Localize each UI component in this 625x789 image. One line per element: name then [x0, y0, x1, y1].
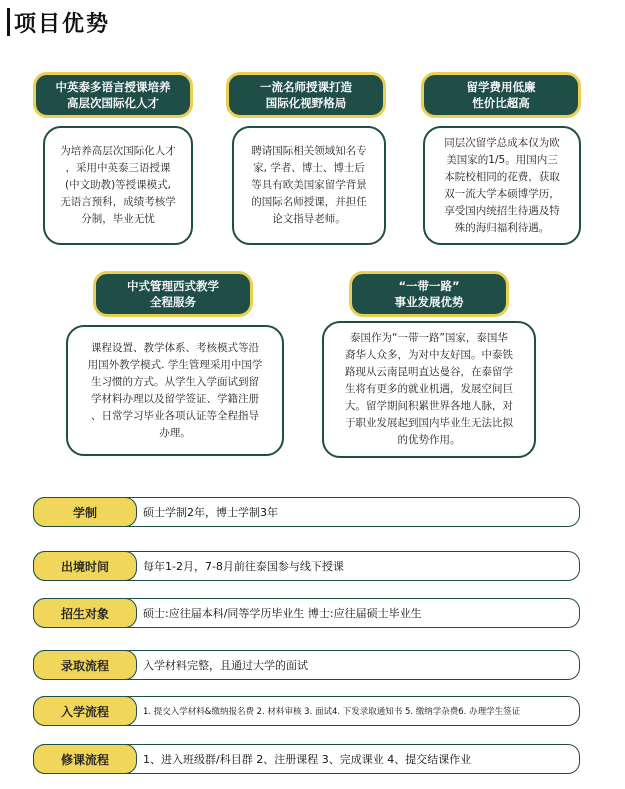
row-course-process — [33, 744, 580, 774]
card-2-line: 等具有欧美国家留学背景 — [251, 179, 367, 191]
card-1-line: 分制，毕业无忧 — [81, 213, 155, 225]
card-3-line: 同层次留学总成本仅为欧 — [444, 136, 560, 149]
card-1-line: 无语言预科，成绩考核学 — [60, 196, 176, 208]
card-5-header — [349, 271, 509, 317]
card-3-line: 双一流大学本硕博学历， — [444, 187, 560, 200]
row-admission-process — [33, 650, 580, 680]
card-1-header-line: 中英泰多语言授课培养 — [55, 80, 171, 94]
card-1-line: (中文助教)等授课模式, — [64, 179, 172, 191]
card-5-line: 泰国作为“一带一路”国家，泰国华 — [350, 332, 508, 344]
card-1-header-line: 高层次国际化人才 — [67, 96, 159, 110]
card-3-header-line: 留学费用低廉 — [466, 80, 536, 94]
card-3-body — [423, 126, 581, 245]
card-4-header-line: 全程服务 — [150, 295, 196, 309]
row-departure-time — [33, 551, 580, 581]
card-5-body — [322, 321, 536, 458]
card-5-header-line: 事业发展优势 — [394, 295, 464, 309]
card-3-line: 美国家的1/5。用国内三 — [446, 153, 558, 166]
card-3-header-line: 性价比超高 — [472, 96, 530, 110]
card-4-line: 学材料办理以及留学签证、学籍注册 — [91, 392, 259, 405]
row-label: 出境时间 — [33, 551, 137, 581]
row-label: 学制 — [33, 497, 137, 527]
card-5-header-line: “一带一路” — [398, 279, 460, 293]
page-title: 项目优势 — [14, 12, 111, 37]
card-4-line: 用国外教学模式. 学生管理采用中国学 — [87, 358, 263, 371]
row-entry-process — [33, 696, 580, 726]
card-2-line: 家, 学者、博士、博士后 — [253, 162, 365, 174]
card-2-header — [226, 72, 386, 118]
card-1-header — [33, 72, 193, 118]
card-2-body — [232, 126, 386, 245]
row-value: 硕士学制2年，博士学制3年 — [143, 506, 278, 519]
card-5-line: 的优势作用。 — [397, 434, 461, 446]
row-value: 1. 提交入学材料&缴纳报名费 2. 材料审核 3. 面试4. 下发录取通知书 5. 缴纳学杂费6. 办理学生签证 — [143, 707, 521, 717]
row-label: 招生对象 — [33, 598, 137, 628]
card-4-line: 课程设置、教学体系、考核模式等沿 — [91, 341, 259, 354]
card-5-line: 于职业发展起到国内毕业生无法比拟 — [345, 417, 513, 429]
card-5-line: 裔华人众多，为对中友好国。中泰铁 — [345, 349, 513, 361]
card-1-line: 为培养高层次国际化人才 — [60, 145, 176, 157]
card-1-body — [43, 126, 193, 245]
card-2-line: 论文指导老师。 — [272, 213, 346, 225]
title-accent-bar — [7, 8, 10, 36]
card-4-header-line: 中式管理西式教学 — [127, 279, 219, 293]
card-4-line: 生习惯的方式。从学生入学面试到留 — [91, 375, 259, 388]
card-5-line: 大。留学期间积累世界各地人脉，对 — [345, 400, 513, 412]
card-5-line: 生将有更多的就业机遇，发展空间巨 — [345, 383, 513, 395]
card-2-line: 聘请国际相关领域知名专 — [251, 145, 367, 157]
row-value: 硕士:应往届本科/同等学历毕业生 博士:应往届硕士毕业生 — [143, 607, 422, 620]
card-4-header — [93, 271, 253, 317]
row-label: 录取流程 — [33, 650, 137, 680]
card-3-header — [421, 72, 581, 118]
card-3-line: 殊的海归福利待遇。 — [454, 221, 550, 234]
row-label: 修课流程 — [33, 744, 137, 774]
card-4-body — [66, 325, 284, 456]
row-value: 1、进入班级群/科目群 2、注册课程 3、完成课业 4、提交结课作业 — [143, 753, 472, 766]
row-enrollment-target — [33, 598, 580, 628]
row-study-length — [33, 497, 580, 527]
row-label: 入学流程 — [33, 696, 137, 726]
card-3-line: 享受国内统招生待遇及特 — [444, 204, 560, 217]
card-2-header-line: 一流名师授课打造 — [260, 80, 352, 94]
card-4-line: 、日常学习毕业各项认证等全程指导 — [91, 409, 259, 422]
card-5-line: 路现从云南昆明直达曼谷，在泰留学 — [345, 366, 513, 378]
row-value: 每年1-2月，7-8月前往泰国参与线下授课 — [143, 560, 344, 573]
card-1-line: ，采用中英泰三语授课 — [65, 162, 171, 174]
card-2-line: 的国际名师授课，并担任 — [251, 196, 367, 208]
card-3-line: 本院校相同的花费，获取 — [444, 170, 560, 183]
row-value: 入学材料完整，且通过大学的面试 — [143, 659, 308, 672]
card-2-header-line: 国际化视野格局 — [265, 96, 347, 110]
card-4-line: 办理。 — [159, 426, 191, 439]
